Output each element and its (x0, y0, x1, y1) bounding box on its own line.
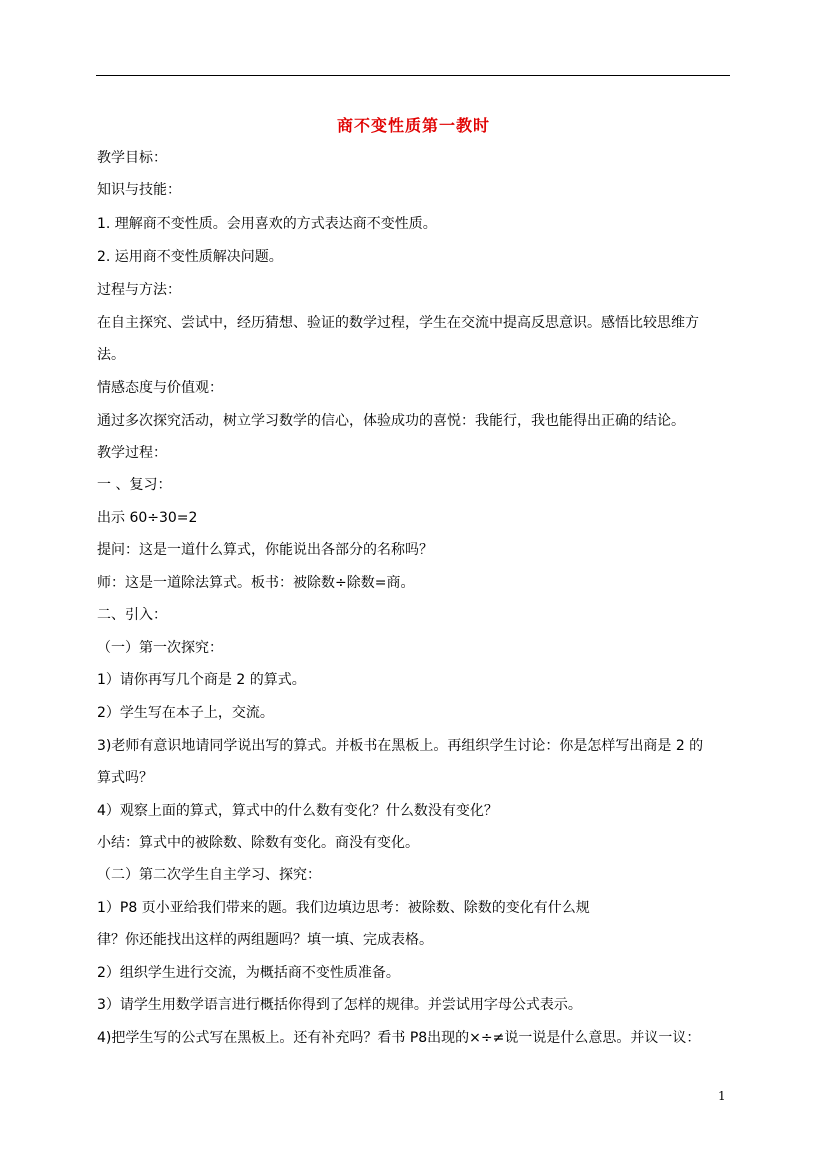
paragraph-line: 教学目标： (97, 150, 167, 166)
paragraph-line: （二）第二次学生自主学习、探究： (97, 867, 321, 883)
paragraph-line: 师：这是一道除法算式。板书：被除数÷除数=商。 (97, 575, 415, 591)
paragraph-line: 情感态度与价值观： (97, 380, 223, 396)
header-rule (96, 75, 730, 76)
page-number: 1 (718, 1089, 726, 1103)
paragraph-line: 提问：这是一道什么算式，你能说出各部分的名称吗？ (97, 542, 433, 558)
paragraph-line: 一 、复习： (97, 477, 172, 493)
paragraph-line: 1）请你再写几个商是 2 的算式。 (97, 672, 306, 688)
paragraph-line: 4)把学生写的公式写在黑板上。还有补充吗？看书 P8出现的×÷≠说一说是什么意思。并议一议： (97, 1030, 701, 1046)
paragraph-line: 2. 运用商不变性质解决问题。 (97, 249, 283, 265)
paragraph-line: 知识与技能： (97, 182, 181, 198)
paragraph-line: 算式吗？ (97, 770, 153, 786)
paragraph-line: 在自主探究、尝试中，经历猜想、验证的数学过程，学生在交流中提高反思意识。感悟比较思维方 (97, 315, 699, 331)
paragraph-line: 2）组织学生进行交流，为概括商不变性质准备。 (97, 965, 400, 981)
paragraph-line: 3)老师有意识地请同学说出写的算式。并板书在黑板上。再组织学生讨论：你是怎样写出商是 2 的 (97, 738, 704, 754)
paragraph-line: （一）第一次探究： (97, 640, 223, 656)
paragraph-line: 出示 60÷30=2 (97, 510, 198, 526)
paragraph-line: 3）请学生用数学语言进行概括你得到了怎样的规律。并尝试用字母公式表示。 (97, 997, 582, 1013)
paragraph-line: 二、引入： (97, 607, 167, 623)
paragraph-line: 律？你还能找出这样的两组题吗？填一填、完成表格。 (97, 932, 433, 948)
document-title: 商不变性质第一教时 (336, 116, 490, 135)
paragraph-line: 通过多次探究活动，树立学习数学的信心，体验成功的喜悦：我能行，我也能得出正确的结论。 (97, 413, 685, 429)
paragraph-line: 4）观察上面的算式，算式中的什么数有变化？什么数没有变化？ (97, 803, 498, 819)
paragraph-line: 过程与方法： (97, 282, 181, 298)
paragraph-line: 1. 理解商不变性质。会用喜欢的方式表达商不变性质。 (97, 216, 437, 232)
paragraph-line: 2）学生写在本子上，交流。 (97, 705, 274, 721)
paragraph-line: 小结：算式中的被除数、除数有变化。商没有变化。 (97, 835, 419, 851)
paragraph-line: 1）P8 页小亚给我们带来的题。我们边填边思考：被除数、除数的变化有什么规 (97, 900, 590, 916)
paragraph-line: 教学过程： (97, 445, 167, 461)
paragraph-line: 法。 (97, 347, 125, 363)
